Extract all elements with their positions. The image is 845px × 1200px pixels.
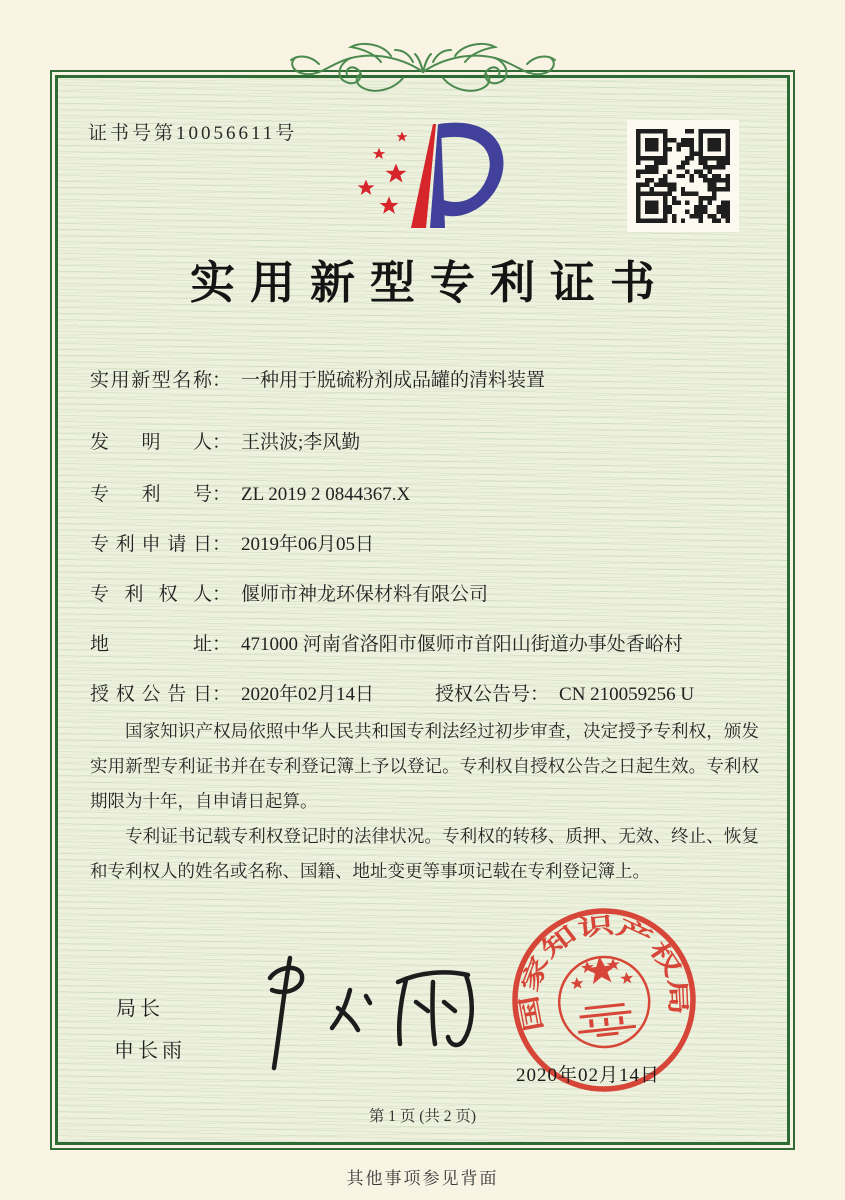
field-grant-date: 授权公告日： 2020年02月14日: [90, 682, 435, 708]
field-label: 地址: [90, 634, 212, 655]
field-label: 授权公告号: [435, 684, 531, 705]
director-title: 局长: [116, 998, 164, 1020]
field-patentee: 专利权人： 偃师市神龙环保材料有限公司: [90, 582, 759, 608]
field-application-date: 专利申请日： 2019年06月05日: [90, 532, 759, 558]
certificate-inner-panel: [55, 75, 790, 1145]
field-inventors: 发明人： 王洪波;李风勤: [90, 430, 759, 456]
field-grant-number: 授权公告号： CN 210059256 U: [435, 684, 695, 705]
field-label: 发明人: [90, 432, 212, 453]
field-patent-number: 专利号： ZL 2019 2 0844367.X: [90, 482, 759, 508]
legal-paragraph-1: 国家知识产权局依照中华人民共和国专利法经过初步审查，决定授予专利权，颁发实用新型专利证书并在专利登记簿上予以登记。专利权自授权公告之日起生效。专利权期限为十年，自申请日起算。: [90, 721, 759, 811]
cnipa-logo-icon: [323, 114, 523, 236]
certificate-outer-frame: [50, 70, 795, 1150]
legal-paragraphs: [90, 714, 759, 889]
field-value: 一种用于脱硫粉剂成品罐的清料装置: [241, 370, 546, 391]
director-name: 申长雨: [114, 1040, 186, 1062]
qr-code: [627, 120, 739, 232]
certificate-number: 证书号第10056611号: [88, 123, 298, 144]
field-value: ZL 2019 2 0844367.X: [241, 484, 411, 505]
back-note: 其他事项参见背面: [346, 1169, 499, 1188]
field-value: 2020年02月14日: [241, 684, 375, 705]
field-grant-row: [90, 682, 759, 708]
field-label: 授权公告日: [90, 684, 212, 705]
certificate-title: 实用新型专利证书: [189, 258, 670, 308]
director-signature-icon: [228, 950, 488, 1075]
field-label: 专利权人: [90, 584, 212, 605]
field-value: 471000 河南省洛阳市偃师市首阳山街道办事处香峪村: [241, 634, 683, 655]
field-value: 偃师市神龙环保材料有限公司: [241, 584, 489, 605]
field-label: 专利申请日: [90, 534, 212, 555]
field-value: CN 210059256 U: [559, 684, 695, 705]
field-label: 专利号: [90, 484, 212, 505]
page-number: 第 1 页 (共 2 页): [368, 1108, 477, 1125]
seal-text: 国家知识产权局: [517, 913, 691, 1034]
seal-date: 2020年02月14日: [516, 1065, 661, 1086]
top-border-flourish-icon: [263, 38, 583, 104]
field-value: 2019年06月05日: [241, 534, 375, 555]
seal-national-emblem-icon: [555, 952, 654, 1052]
legal-paragraph-2: 专利证书记载专利权登记时的法律状况。专利权的转移、质押、无效、终止、恢复和专利权人的姓名或名称、国籍、地址变更等事项记载在专利登记簿上。: [90, 826, 759, 881]
field-label: 实用新型名称: [90, 370, 212, 391]
certificate-content: [90, 368, 759, 889]
field-value: 王洪波;李风勤: [241, 432, 361, 453]
field-invention-name: 实用新型名称： 一种用于脱硫粉剂成品罐的清料装置: [90, 368, 759, 394]
field-address: 地址： 471000 河南省洛阳市偃师市首阳山街道办事处香峪村: [90, 632, 759, 658]
